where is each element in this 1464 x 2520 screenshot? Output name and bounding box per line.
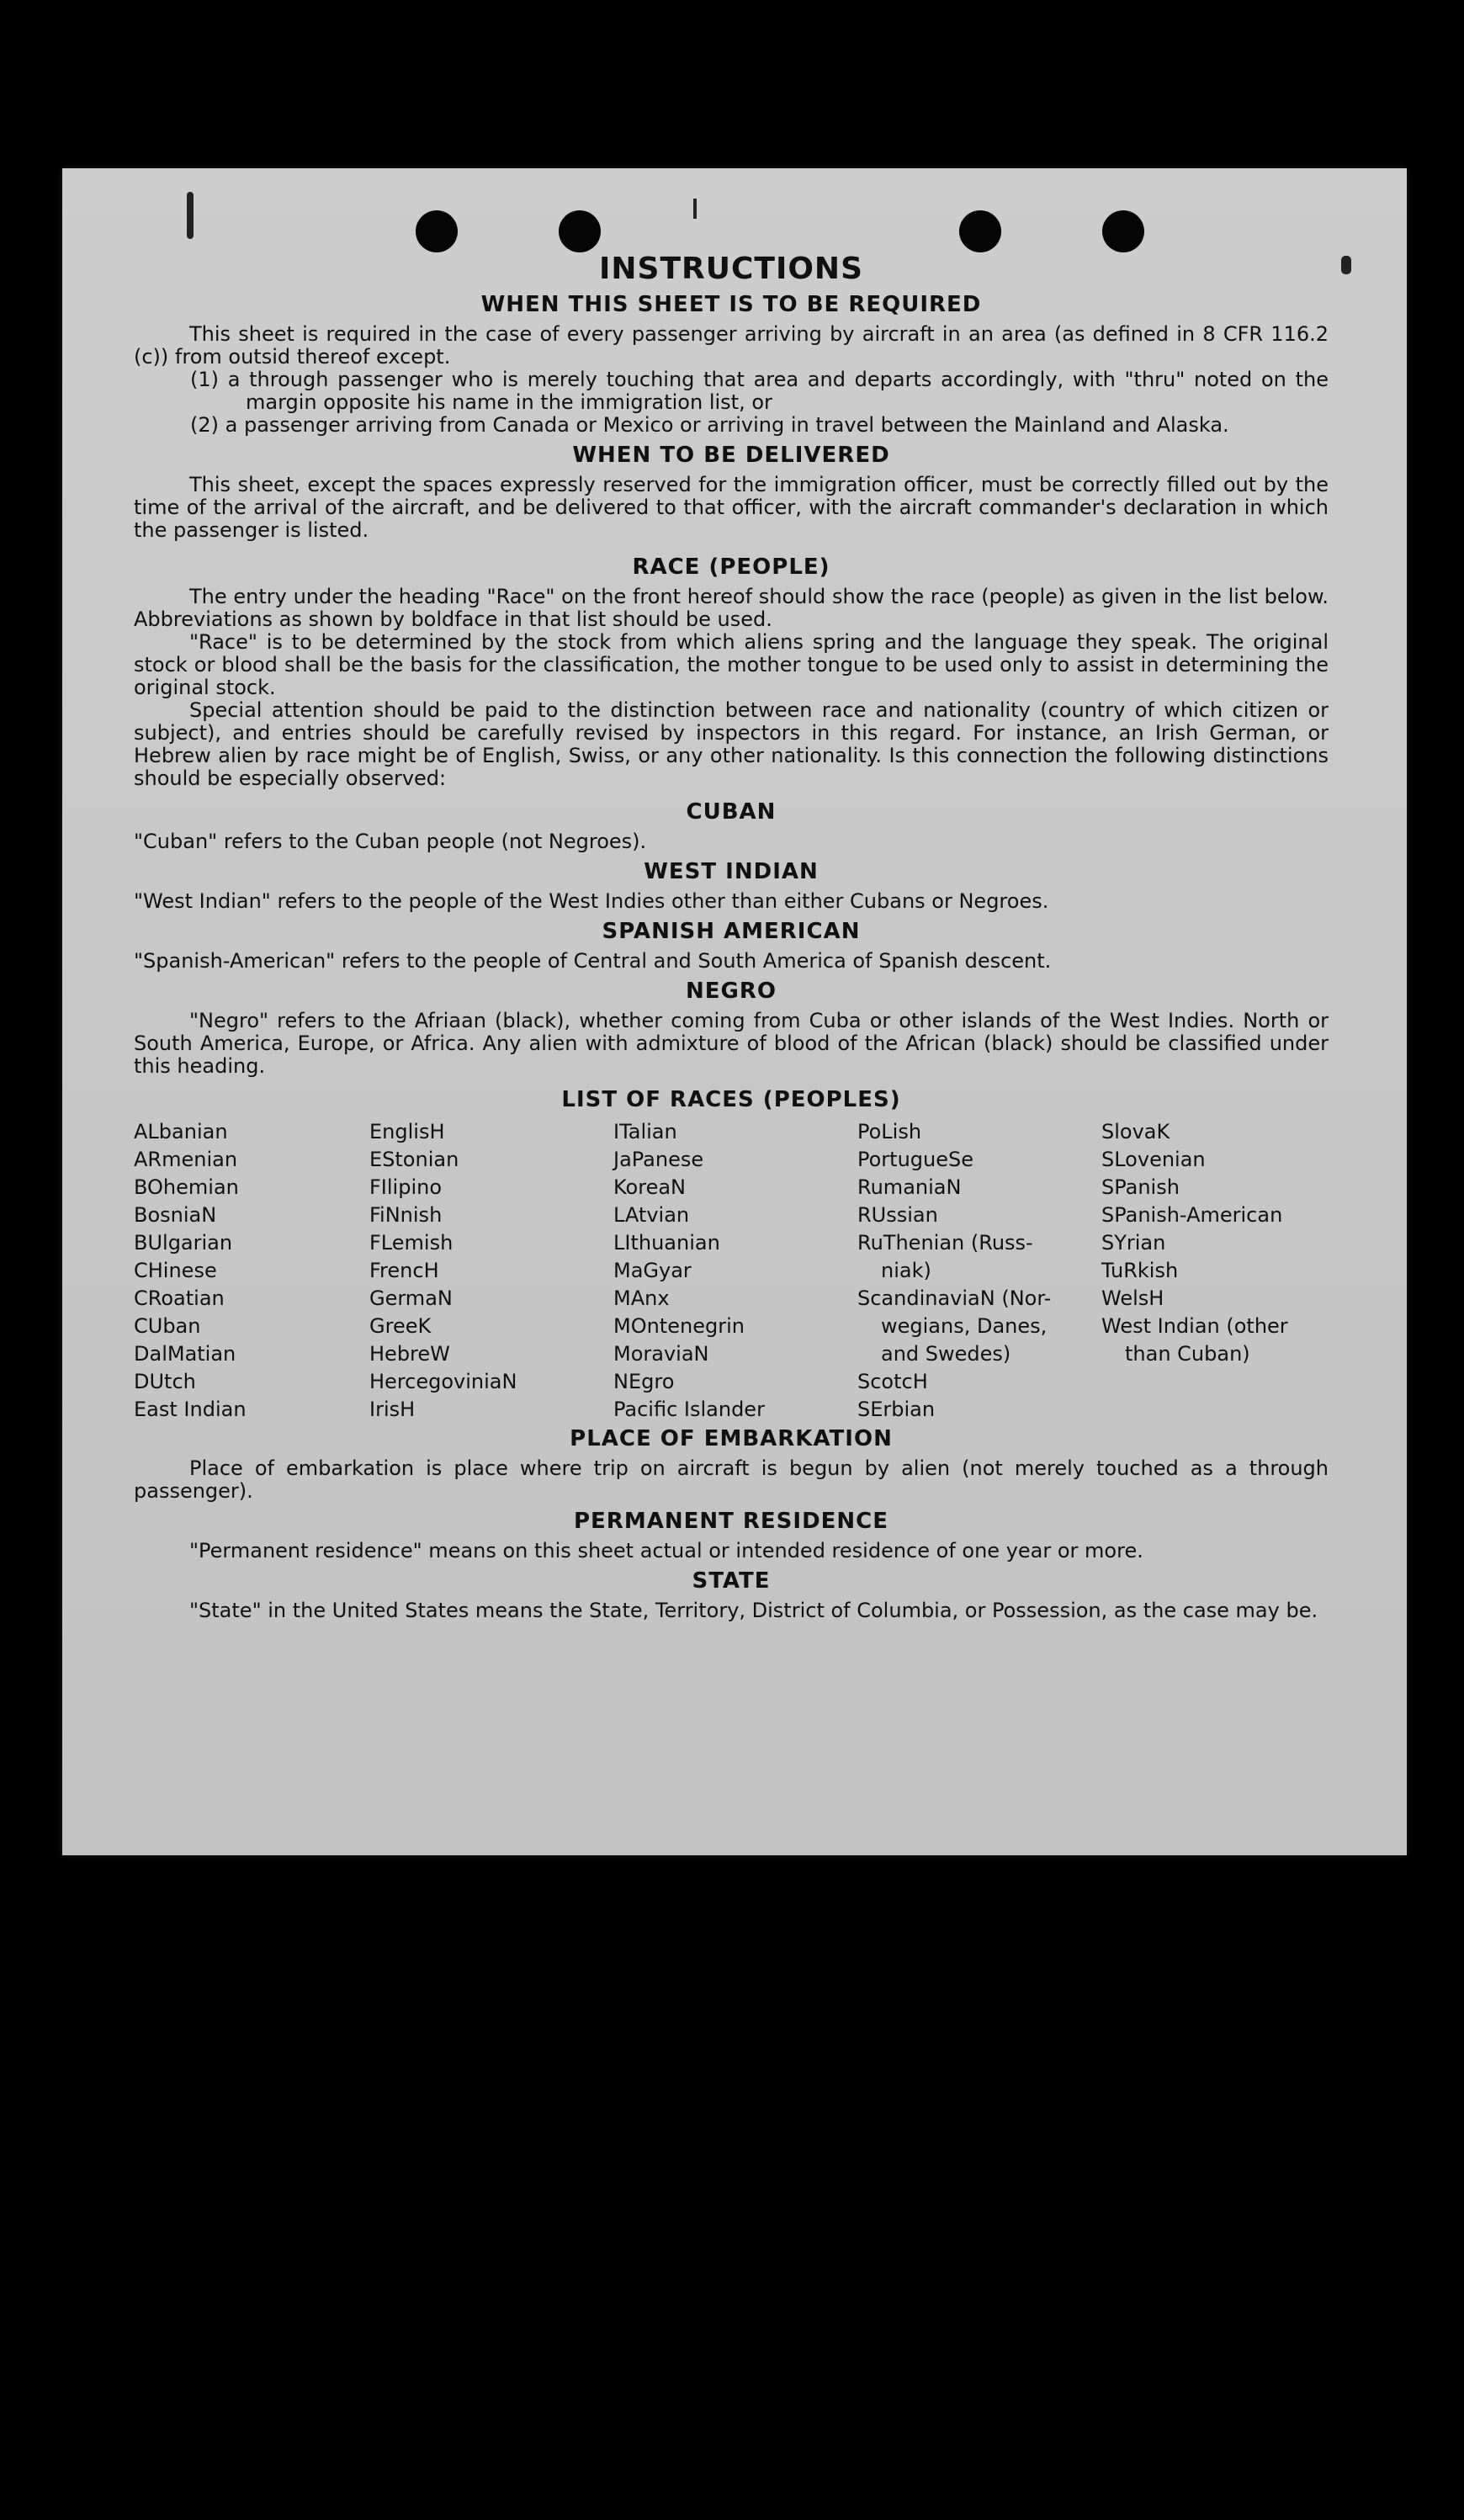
race-item: FIlipino — [369, 1175, 443, 1199]
section-heading-negro: NEGRO — [686, 979, 777, 1004]
race-item: BosniaN — [134, 1203, 217, 1227]
race-item: EStonian — [369, 1148, 459, 1171]
race-item: PoLish — [857, 1120, 922, 1143]
race-item: GermaN — [369, 1287, 453, 1310]
races-column-4 — [857, 1118, 1101, 1424]
race-item: SPanish — [1101, 1175, 1180, 1199]
race-item: GreeK — [369, 1314, 432, 1338]
race-item: SPanish-American — [1101, 1203, 1283, 1227]
section-heading-west-indian: WEST INDIAN — [644, 859, 819, 884]
race-item: LIthuanian — [613, 1231, 720, 1255]
races-column-5 — [1101, 1118, 1329, 1424]
punch-hole — [1102, 210, 1144, 252]
race-item: ScotcH — [857, 1370, 928, 1393]
punch-hole — [559, 210, 601, 252]
punch-hole — [959, 210, 1001, 252]
punch-hole — [416, 210, 458, 252]
race-item: SErbian — [857, 1398, 936, 1421]
section-heading-when-delivered: WHEN TO BE DELIVERED — [572, 443, 890, 468]
races-list — [134, 1118, 1329, 1424]
race-item: East Indian — [134, 1398, 247, 1421]
scan-mark — [187, 192, 194, 239]
race-item: PortugueSe — [857, 1148, 973, 1171]
race-item: Pacific Islander — [613, 1398, 765, 1421]
race-item: WelsH — [1101, 1287, 1164, 1310]
paragraph-negro: "Negro" refers to the Afriaan (black), whether coming from Cuba or other islands of the West Indies. North or South America, Europe, or Africa. Any alien with admixture of blood of the African (black) should be classified under this heading. — [134, 1009, 1329, 1078]
paragraph-west-indian: "West Indian" refers to the people of the West Indies other than either Cubans or Negroes. — [134, 889, 1049, 913]
paragraph-when-delivered: This sheet, except the spaces expressly reserved for the immigration officer, must be correctly filled out by the time of the arrival of the aircraft, and be delivered to that officer, with the aircraft commander's declaration in which the passenger is listed. — [134, 473, 1329, 542]
race-item: MoraviaN — [613, 1342, 709, 1366]
paragraph-cuban: "Cuban" refers to the Cuban people (not Negroes). — [134, 830, 647, 853]
section-heading-permanent-residence: PERMANENT RESIDENCE — [573, 1509, 889, 1534]
list-item-exception-2: (2) a passenger arriving from Canada or Mexico or arriving in travel between the Mainland and Alaska. — [190, 413, 1229, 437]
race-item: DUtch — [134, 1370, 196, 1393]
race-item: NEgro — [613, 1370, 675, 1393]
paragraph-state: "State" in the United States means the State, Territory, District of Columbia, or Possession, as the case may be. — [189, 1599, 1318, 1622]
paragraph-when-required: This sheet is required in the case of every passenger arriving by aircraft in an area (as defined in 8 CFR 116.2 (c)) from outsid thereof except. — [134, 322, 1329, 369]
race-item: RuThenian (Russ- — [857, 1231, 1033, 1255]
race-item: BUlgarian — [134, 1231, 233, 1255]
section-heading-cuban: CUBAN — [686, 799, 777, 825]
document-sheet — [62, 168, 1407, 1855]
races-column-2 — [369, 1118, 613, 1424]
race-item: TuRkish — [1101, 1259, 1179, 1282]
page-title: INSTRUCTIONS — [599, 252, 863, 286]
paragraph-permanent-residence: "Permanent residence" means on this sheet actual or intended residence of one year or more. — [189, 1539, 1143, 1562]
race-item: CRoatian — [134, 1287, 225, 1310]
race-item: FrencH — [369, 1259, 439, 1282]
section-heading-list-of-races: LIST OF RACES (PEOPLES) — [561, 1087, 901, 1112]
race-item-continuation: niak) — [881, 1259, 931, 1282]
paragraph-spanish-american: "Spanish-American" refers to the people of Central and South America of Spanish descent. — [134, 949, 1052, 973]
race-item: EnglisH — [369, 1120, 445, 1143]
paragraph-place-of-embarkation: Place of embarkation is place where trip on aircraft is begun by alien (not merely touched as a through passenger). — [134, 1456, 1329, 1503]
race-item: RUssian — [857, 1203, 938, 1227]
paragraph-race-3: Special attention should be paid to the distinction between race and nationality (country of which citizen or subject), and entries should be carefully revised by inspectors in this regard. For instance, an Irish German, or Hebrew alien by race might be of English, Swiss, or any other nationality. Is this connection the following distinctions should be especially observed: — [134, 698, 1329, 790]
race-item: LAtvian — [613, 1203, 690, 1227]
race-item: BOhemian — [134, 1175, 239, 1199]
instructions-body — [134, 252, 1329, 1622]
section-heading-spanish-american: SPANISH AMERICAN — [602, 919, 861, 944]
section-heading-race: RACE (PEOPLE) — [632, 554, 830, 580]
race-item: KoreaN — [613, 1175, 686, 1199]
race-item: FLemish — [369, 1231, 454, 1255]
race-item: SYrian — [1101, 1231, 1166, 1255]
race-item: MOntenegrin — [613, 1314, 745, 1338]
race-item: ARmenian — [134, 1148, 238, 1171]
race-item: FiNnish — [369, 1203, 443, 1227]
paragraph-race-2: "Race" is to be determined by the stock from which aliens spring and the language they speak. The original stock or blood shall be the basis for the classification, the mother tongue to be used only to assist in determining the original stock. — [134, 630, 1329, 699]
races-column-1 — [134, 1118, 369, 1424]
race-item: DalMatian — [134, 1342, 236, 1366]
race-item: IrisH — [369, 1398, 416, 1421]
race-item: RumaniaN — [857, 1175, 962, 1199]
race-item: CHinese — [134, 1259, 217, 1282]
race-item-continuation: than Cuban) — [1125, 1342, 1250, 1366]
race-item-continuation: wegians, Danes, — [881, 1314, 1048, 1338]
race-item: CUban — [134, 1314, 201, 1338]
race-item: SlovaK — [1101, 1120, 1170, 1143]
section-heading-when-required: WHEN THIS SHEET IS TO BE REQUIRED — [480, 292, 982, 317]
section-heading-state: STATE — [692, 1568, 771, 1594]
scan-mark — [693, 199, 697, 219]
races-column-3 — [613, 1118, 857, 1424]
race-item: MaGyar — [613, 1259, 692, 1282]
race-item: West Indian (other — [1101, 1314, 1288, 1338]
scan-mark — [1341, 256, 1351, 274]
race-item: MAnx — [613, 1287, 670, 1310]
race-item: JaPanese — [613, 1148, 704, 1171]
race-item-continuation: and Swedes) — [881, 1342, 1011, 1366]
race-item: SLovenian — [1101, 1148, 1206, 1171]
paragraph-race-1: The entry under the heading "Race" on the front hereof should show the race (people) as given in the list below. Abbreviations as shown by boldface in that list should be used. — [134, 585, 1329, 631]
list-item-exception-1: (1) a through passenger who is merely touching that area and departs accordingly, with "thru" noted on the margin opposite his name in the immigration list, or — [190, 368, 1329, 414]
race-item: ScandinaviaN (Nor- — [857, 1287, 1052, 1310]
race-item: ITalian — [613, 1120, 677, 1143]
section-heading-place-of-embarkation: PLACE OF EMBARKATION — [570, 1426, 893, 1451]
race-item: HebreW — [369, 1342, 450, 1366]
race-item: HercegoviniaN — [369, 1370, 517, 1393]
race-item: ALbanian — [134, 1120, 228, 1143]
